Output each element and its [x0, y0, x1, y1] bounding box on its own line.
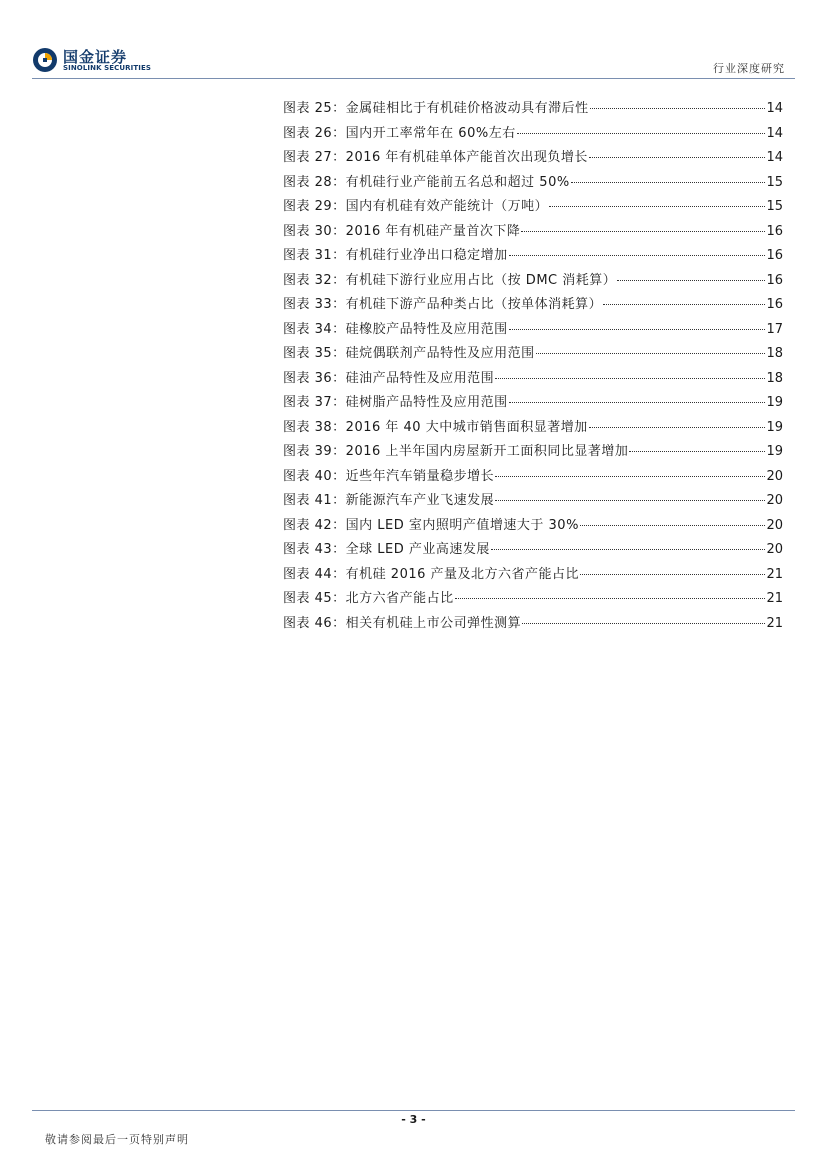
toc-dot-leader [509, 402, 766, 403]
toc-entry-label: 图表 44：有机硅 2016 产量及北方六省产能占比 [283, 566, 580, 582]
toc-entry-label: 图表 41：新能源汽车产业飞速发展 [283, 493, 495, 508]
toc-dot-leader [536, 353, 766, 354]
toc-dot-leader [580, 574, 765, 575]
toc-entry-label: 图表 37：硅树脂产品特性及应用范围 [283, 395, 508, 410]
toc-entry[interactable] [283, 468, 783, 493]
toc-entry-page: 16 [766, 297, 783, 312]
toc-entry[interactable] [283, 272, 783, 297]
toc-entry-label: 图表 46：相关有机硅上市公司弹性测算 [283, 615, 522, 631]
toc-dot-leader [495, 476, 765, 477]
toc-dot-leader [455, 598, 766, 599]
toc-entry-label: 图表 36：硅油产品特性及应用范围 [283, 370, 495, 386]
toc-entry-page: 19 [766, 395, 783, 410]
page-header [0, 0, 827, 82]
toc-entry-page: 16 [766, 248, 783, 263]
toc-dot-leader [517, 133, 766, 134]
toc-dot-leader [491, 549, 766, 550]
toc-entry[interactable] [283, 443, 783, 468]
toc-entry-label: 图表 25：金属硅相比于有机硅价格波动具有滞后性 [283, 101, 589, 116]
toc-entry[interactable] [283, 247, 783, 272]
toc-entry-label: 图表 39：2016 上半年国内房屋新开工面积同比显著增加 [283, 444, 629, 459]
toc-entry[interactable] [283, 541, 783, 566]
toc-dot-leader [580, 525, 766, 526]
toc-entry-label: 图表 32：有机硅下游行业应用占比（按 DMC 消耗算） [283, 272, 617, 288]
toc-entry-label: 图表 35：硅烷偶联剂产品特性及应用范围 [283, 346, 535, 361]
toc-dot-leader [495, 500, 765, 501]
toc-entry-label: 图表 33：有机硅下游产品种类占比（按单体消耗算） [283, 297, 603, 312]
toc-entry-page: 20 [766, 517, 783, 533]
toc-entry[interactable] [283, 590, 783, 615]
toc-dot-leader [495, 378, 765, 379]
toc-entry-label: 图表 40：近些年汽车销量稳步增长 [283, 468, 495, 484]
logo-chinese-name: 国金证券 [63, 48, 128, 66]
toc-entry-label: 图表 31：有机硅行业净出口稳定增加 [283, 248, 508, 263]
toc-entry-label: 图表 26：国内开工率常年在 60%左右 [283, 125, 516, 141]
toc-dot-leader [590, 108, 766, 109]
toc-entry-page: 16 [766, 223, 783, 239]
logo-english-name: SINOLINK SECURITIES [63, 64, 151, 72]
toc-entry-page: 15 [766, 199, 783, 214]
toc-entry-label: 图表 45：北方六省产能占比 [283, 591, 454, 606]
toc-dot-leader [509, 329, 766, 330]
toc-entry[interactable] [283, 198, 783, 223]
toc-entry-page: 18 [766, 346, 783, 361]
toc-entry-page: 15 [766, 174, 783, 190]
toc-entry-page: 16 [766, 272, 783, 288]
toc-entry[interactable] [283, 174, 783, 199]
toc-entry-label: 图表 28：有机硅行业产能前五名总和超过 50% [283, 174, 570, 190]
toc-entry[interactable] [283, 296, 783, 321]
toc-entry[interactable] [283, 615, 783, 640]
toc-entry[interactable] [283, 419, 783, 444]
header-divider [32, 78, 795, 79]
toc-dot-leader [522, 623, 765, 624]
page-number: - 3 - [401, 1113, 426, 1126]
toc-dot-leader [589, 427, 766, 428]
toc-entry[interactable] [283, 345, 783, 370]
toc-entry[interactable] [283, 125, 783, 150]
toc-entry-label: 图表 34：硅橡胶产品特性及应用范围 [283, 321, 508, 337]
toc-dot-leader [549, 206, 765, 207]
toc-entry-label: 图表 27：2016 年有机硅单体产能首次出现负增长 [283, 150, 588, 165]
figure-table-of-contents [283, 100, 783, 639]
toc-entry-page: 19 [766, 419, 783, 435]
company-logo [32, 46, 162, 78]
toc-entry-page: 20 [766, 542, 783, 557]
toc-entry-page: 21 [766, 615, 783, 631]
toc-dot-leader [509, 255, 766, 256]
toc-dot-leader [603, 304, 765, 305]
toc-entry[interactable] [283, 394, 783, 419]
report-type-label: 行业深度研究 [713, 62, 785, 75]
toc-entry-page: 21 [766, 591, 783, 606]
toc-entry-label: 图表 43：全球 LED 产业高速发展 [283, 542, 490, 557]
toc-entry[interactable] [283, 321, 783, 346]
toc-entry-label: 图表 38：2016 年 40 大中城市销售面积显著增加 [283, 419, 588, 435]
toc-entry[interactable] [283, 100, 783, 125]
toc-entry[interactable] [283, 149, 783, 174]
toc-entry[interactable] [283, 370, 783, 395]
toc-dot-leader [571, 182, 766, 183]
toc-entry-page: 20 [766, 493, 783, 508]
footer-divider [32, 1110, 795, 1111]
toc-entry-page: 17 [766, 321, 783, 337]
toc-entry-page: 14 [766, 150, 783, 165]
toc-dot-leader [589, 157, 766, 158]
toc-entry-page: 19 [766, 444, 783, 459]
toc-entry-label: 图表 29：国内有机硅有效产能统计（万吨） [283, 199, 549, 214]
disclaimer-note: 敬请参阅最后一页特别声明 [45, 1133, 189, 1146]
toc-entry-page: 18 [766, 370, 783, 386]
toc-entry[interactable] [283, 492, 783, 517]
toc-entry-label: 图表 30：2016 年有机硅产量首次下降 [283, 223, 521, 239]
toc-entry-page: 14 [766, 101, 783, 116]
toc-dot-leader [521, 231, 765, 232]
toc-dot-leader [617, 280, 765, 281]
toc-entry-label: 图表 42：国内 LED 室内照明产值增速大于 30% [283, 517, 579, 533]
toc-entry-page: 14 [766, 125, 783, 141]
toc-entry-page: 20 [766, 468, 783, 484]
toc-entry[interactable] [283, 517, 783, 542]
toc-entry[interactable] [283, 223, 783, 248]
sinolink-logo-icon [32, 47, 58, 73]
toc-entry-page: 21 [766, 566, 783, 582]
toc-entry[interactable] [283, 566, 783, 591]
toc-dot-leader [629, 451, 765, 452]
